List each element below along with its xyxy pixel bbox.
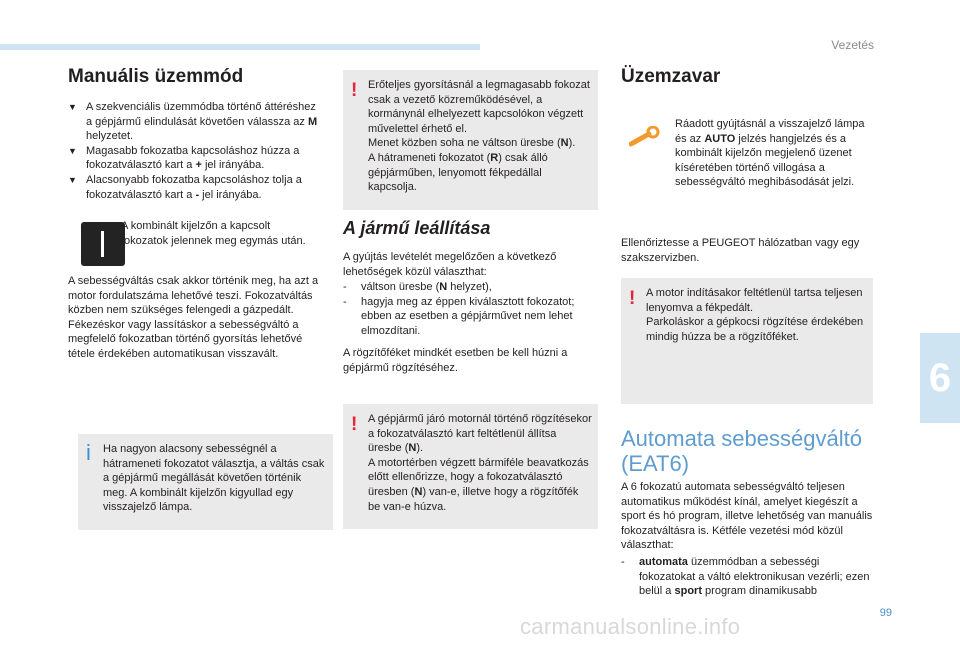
stop-option-2: - hagyja meg az éppen kiválasztott fokozatot; ebben az esetben a gépjárművet nem lehet elmozdítani. <box>343 295 575 337</box>
bullet-arrow-icon: ▼ <box>68 174 77 185</box>
warning-box-3 <box>621 278 873 404</box>
section-label: Vezetés <box>831 38 874 52</box>
wrench-icon <box>629 126 661 150</box>
stop-title: A jármű leállítása <box>343 218 491 238</box>
warning-box-3-text: A motor indításakor feltétlenül tartsa teljesen lenyomva a fékpedált. Parkoláskor a gépkocsi rögzítése érdekében mindig húzza be a rögzítőféket. <box>646 287 864 343</box>
fault-text: Ráadott gyújtásnál a visszajelző lámpa és az AUTO jelzés hangjelzés és a kombinált kijelzőn megjelenő üzenet kíséretében történő villogása a sebességváltó meghibásodását jelzi. <box>675 118 865 189</box>
manual-bullet-2: ▼ Magasabb fokozatba kapcsoláshoz húzza a fokozatválasztó kart a + jel irányába. <box>68 144 300 172</box>
warning-box-1-text: Erőteljes gyorsításnál a legmagasabb fokozat csak a vezető közreműködésével, a kormánynál elhelyezett kapcsolókon végzett művelettel érhető el. Menet közben soha ne váltson üresbe (N). A hátrameneti fokozatot (R) csak álló gépjárműben, lenyomott fékpedállal kapcsolja. <box>368 79 590 194</box>
stop-option-1: - váltson üresbe (N helyzet), <box>343 281 492 293</box>
auto-title: Automata sebességváltó (EAT6) <box>621 426 862 476</box>
stop-outro: A rögzítőféket mindkét esetben be kell húzni a gépjármű rögzítéséhez. <box>343 347 568 374</box>
warning-icon: ! <box>629 288 636 309</box>
stop-options <box>343 280 598 338</box>
bullet-arrow-icon: ▼ <box>68 145 77 156</box>
stop-intro: A gyújtás levételét megelőzően a következő lehetőségek közül választhat: <box>343 251 557 278</box>
warning-box-2 <box>343 404 598 529</box>
auto-options <box>621 555 873 599</box>
warning-icon: ! <box>351 80 358 101</box>
header-bar <box>0 44 480 50</box>
manual-bullet-3: ▼ Alacsonyabb fokozatba kapcsoláshoz tolja a fokozatválasztó kart a - jel irányába. <box>68 173 302 201</box>
page-number: 99 <box>879 607 892 619</box>
manual-bullet-1: ▼ A szekvenciális üzemmódba történő áttéréshez a gépjármű elindulását követően válassza az M helyzetet. <box>68 101 318 143</box>
gear-display-icon <box>81 222 125 266</box>
auto-text: A 6 fokozatú automata sebességváltó teljesen automatikus működést kínál, amelyet kiegészít a sport és hó program, illetve lehetőség van manuális fokozatváltásra is. Kétféle vezetési mód közül választhat: <box>621 481 873 552</box>
auto-option-1: - automata üzemmódban a sebességi fokozatokat a váltó elektronikusan vezérli; ezen belül a sport program dinamikusabb <box>621 556 870 598</box>
chapter-tab: 6 <box>920 333 960 423</box>
fault-check: Ellenőriztesse a PEUGEOT hálózatban vagy egy szakszervizben. <box>621 237 860 264</box>
info-box-text: Ha nagyon alacsony sebességnél a hátrameneti fokozatot választja, a váltás csak a gépjármű megállását követően történik meg. A kombinált kijelzőn kigyullad egy visszajelző lámpa. <box>103 443 325 514</box>
info-box <box>78 434 333 530</box>
manual-paragraph: A sebességváltás csak akkor történik meg, ha azt a motor fordulatszáma lehetővé teszi. Fokozatváltás közben nem szükséges felengedi a gázpedált. Fékezéskor vagy lassításkor a sebességváltó a megfelelő fokozatban történő gyorsítás lehetővé tétele érdekében automatikusan visszavált. <box>68 275 319 360</box>
warning-box-1 <box>343 70 598 210</box>
info-icon: i <box>86 440 91 465</box>
warning-box-2-text: A gépjármű járó motornál történő rögzítésekor a fokozatválasztó kart feltétlenül állítsa üresbe (N). A motortérben végzett bármiféle beavatkozás előtt ellenőrizze, hogy a fokozatválasztó üresben (N) van-e, illetve hogy a rögzítőfék be van-e húzva. <box>368 413 592 513</box>
fault-title: Üzemzavar <box>621 66 721 87</box>
warning-icon: ! <box>351 414 358 435</box>
manual-bullets <box>68 100 323 202</box>
display-note: A kombinált kijelzőn a kapcsolt fokozatok jelennek meg egymás után. <box>121 220 306 247</box>
watermark: carmanualsonline.info <box>520 614 741 639</box>
manual-title: Manuális üzemmód <box>68 66 244 87</box>
bullet-arrow-icon: ▼ <box>68 102 77 112</box>
